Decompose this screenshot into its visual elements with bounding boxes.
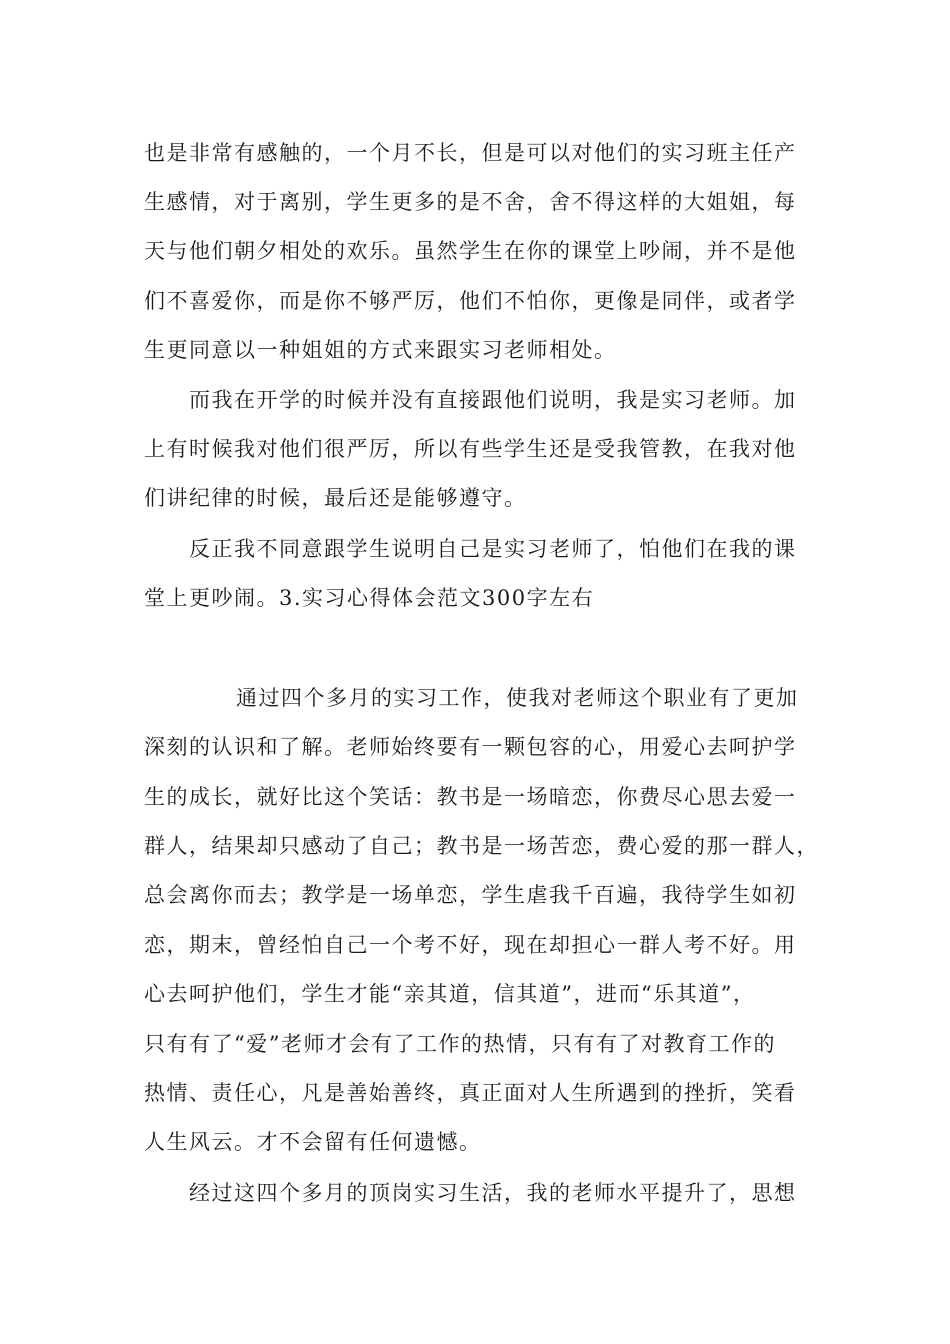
text-line: 热情、责任心，凡是善始善终，真正面对人生所遇到的挫折，笑看	[144, 1081, 797, 1105]
text-line: 生感情，对于离别，学生更多的是不舍，舍不得这样的大姐姐，每	[144, 190, 797, 214]
paragraph-first-line: 通过四个多月的实习工作，使我对老师这个职业有了更加	[236, 686, 799, 710]
text-line: 们不喜爱你，而是你不够严厉，他们不怕你，更像是同伴，或者学	[144, 289, 797, 313]
text-line: 恋，期末，曾经怕自己一个考不好，现在却担心一群人考不好。用	[144, 933, 797, 957]
text-line: 也是非常有感触的，一个月不长，但是可以对他们的实习班主任产	[144, 141, 797, 165]
text-line: 生更同意以一种姐姐的方式来跟实习老师相处。	[144, 338, 617, 362]
text-line: 上有时候我对他们很严厉，所以有些学生还是受我管教，在我对他	[144, 437, 797, 461]
text-line: 只有有了“爱”老师才会有了工作的热情，只有有了对教育工作的	[144, 1032, 776, 1056]
text-line: 堂上更吵闹。3.实习心得体会范文300字左右	[144, 586, 595, 610]
text-line: 群人，结果却只感动了自己；教书是一场苦恋，费心爱的那一群人，	[144, 834, 819, 858]
paragraph-first-line: 反正我不同意跟学生说明自己是实习老师了，怕他们在我的课	[189, 537, 797, 561]
text-line: 生的成长，就好比这个笑话：教书是一场暗恋，你费尽心思去爱一	[144, 785, 797, 809]
text-line: 心去呵护他们，学生才能“亲其道，信其道”，进而“乐其道”，	[144, 982, 756, 1006]
text-line: 总会离你而去；教学是一场单恋，学生虐我千百遍，我待学生如初	[144, 883, 797, 907]
text-line: 们讲纪律的时候，最后还是能够遵守。	[144, 486, 527, 510]
text-line: 深刻的认识和了解。老师始终要有一颗包容的心，用爱心去呵护学	[144, 735, 797, 759]
paragraph-first-line: 而我在开学的时候并没有直接跟他们说明，我是实习老师。加	[189, 388, 797, 412]
text-line: 天与他们朝夕相处的欢乐。虽然学生在你的课堂上吵闹，并不是他	[144, 239, 797, 263]
paragraph-first-line: 经过这四个多月的顶岗实习生活，我的老师水平提升了，思想	[189, 1181, 797, 1205]
text-line: 人生风云。才不会留有任何遗憾。	[144, 1130, 482, 1154]
